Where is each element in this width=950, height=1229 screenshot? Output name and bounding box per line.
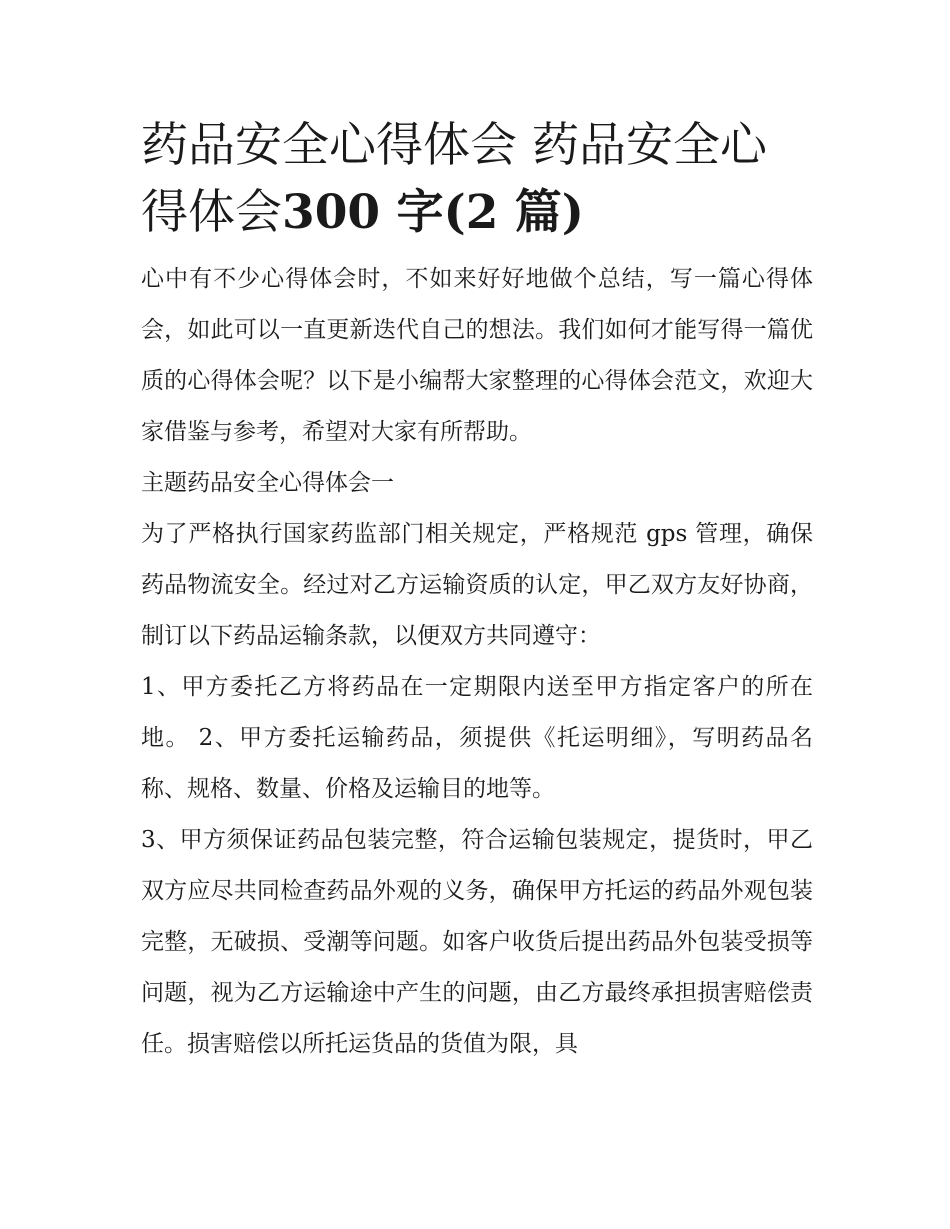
- body-paragraph: 为了严格执行国家药监部门相关规定，严格规范 gps 管理，确保药品物流安全。经过对乙方运输资质的认定，甲乙双方友好协商，制订以下药品运输条款，以便双方共同遵守：: [141, 521, 813, 649]
- clause-paragraph: 1、甲方委托乙方将药品在一定期限内送至甲方指定客户的所在地。 2、甲方委托运输药品，须提供《托运明细》，写明药品名称、规格、数量、价格及运输目的地等。: [141, 674, 813, 802]
- document-title: [141, 112, 813, 246]
- title-emphasis: 300 字(2 篇): [282, 185, 585, 240]
- title-main: 药品安全心得体会 药品安全心得体会: [141, 118, 767, 240]
- document-page: [141, 112, 813, 1070]
- section-heading: 主题药品安全心得体会一: [141, 470, 394, 496]
- intro-paragraph: 心中有不少心得体会时，不如来好好地做个总结，写一篇心得体会，如此可以一直更新迭代自己的想法。我们如何才能写得一篇优质的心得体会呢？以下是小编帮大家整理的心得体会范文，欢迎大家借鉴与参考，希望对大家有所帮助。: [141, 266, 813, 445]
- clause-paragraph: 3、甲方须保证药品包装完整，符合运输包装规定，提货时，甲乙双方应尽共同检查药品外观的义务，确保甲方托运的药品外观包装完整，无破损、受潮等问题。如客户收货后提出药品外包装受损等问题，视为乙方运输途中产生的问题，由乙方最终承担损害赔偿责任。损害赔偿以所托运货品的货值为限，具: [141, 827, 813, 1057]
